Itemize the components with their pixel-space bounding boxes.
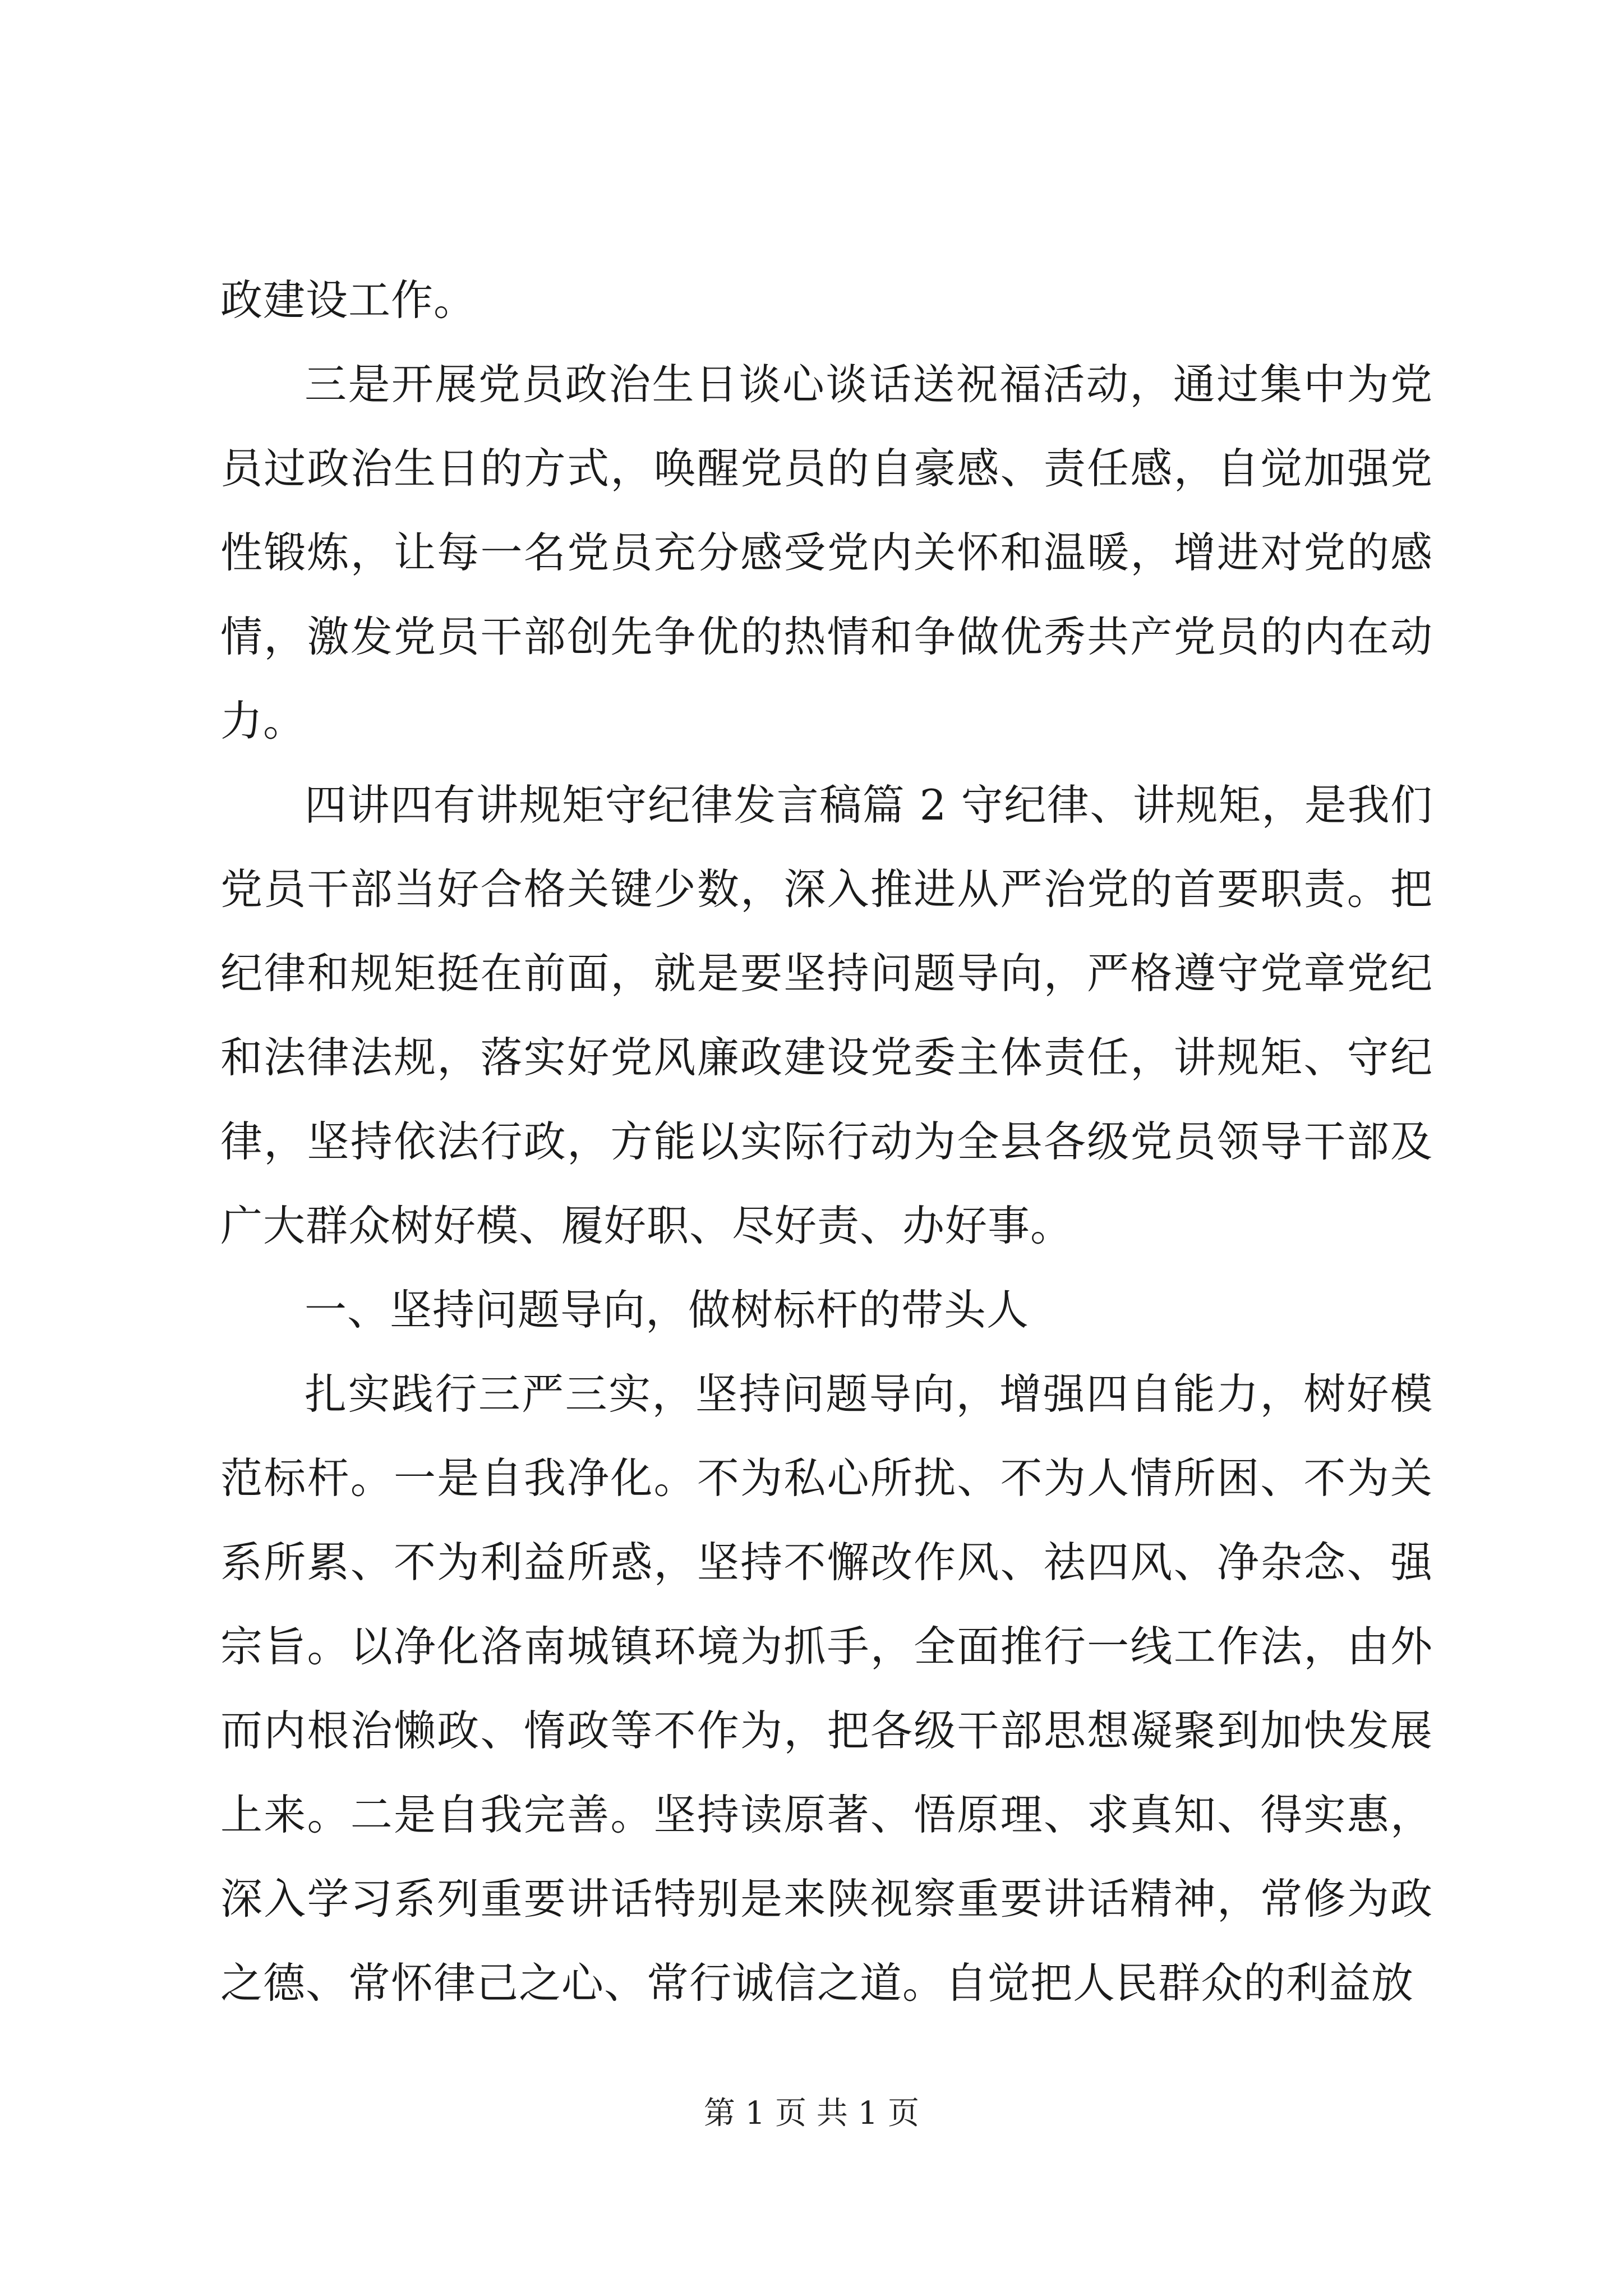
paragraph-2: 三是开展党员政治生日谈心谈话送祝福活动，通过集中为党员过政治生日的方式，唤醒党员的自豪感、责任感，自觉加强党性锻炼，让每一名党员充分感受党内关怀和温暖，增进对党的感情，激发党员干部创先争优的热情和争做优秀共产党员的内在动力。 xyxy=(220,360,1433,746)
paragraph-1: 政建设工作。 xyxy=(220,275,477,325)
document-body xyxy=(220,258,1433,2025)
paragraph-4: 扎实践行三严三实，坚持问题导向，增强四自能力，树好模范标杆。一是自我净化。不为私心所扰、不为人情所困、不为关系所累、不为利益所惑，坚持不懈改作风、祛四风、净杂念、强宗旨。以净化洛南城镇环境为抓手，全面推行一线工作法，由外而内根治懒政、惰政等不作为，把各级干部思想凝聚到加快发展上来。二是自我完善。坚持读原著、悟原理、求真知、得实惠，深入学习系列重要讲话特别是来陕视察重要讲话精神，常修为政之德、常怀律己之心、常行诚信之道。自觉把人民群众的利益放 xyxy=(220,1369,1433,2008)
section-heading: 一、坚持问题导向，做树标杆的带头人 xyxy=(305,1285,1030,1335)
page-footer: 第 1 页 共 1 页 xyxy=(703,2095,920,2132)
paragraph-3: 四讲四有讲规矩守纪律发言稿篇 2 守纪律、讲规矩，是我们党员干部当好合格关键少数，深入推进从严治党的首要职责。把纪律和规矩挺在前面，就是要坚持问题导向，严格遵守党章党纪和法律法规，落实好党风廉政建设党委主体责任，讲规矩、守纪律，坚持依法行政，方能以实际行动为全县各级党员领导干部及广大群众树好模、履好职、尽好责、办好事。 xyxy=(220,780,1433,1250)
